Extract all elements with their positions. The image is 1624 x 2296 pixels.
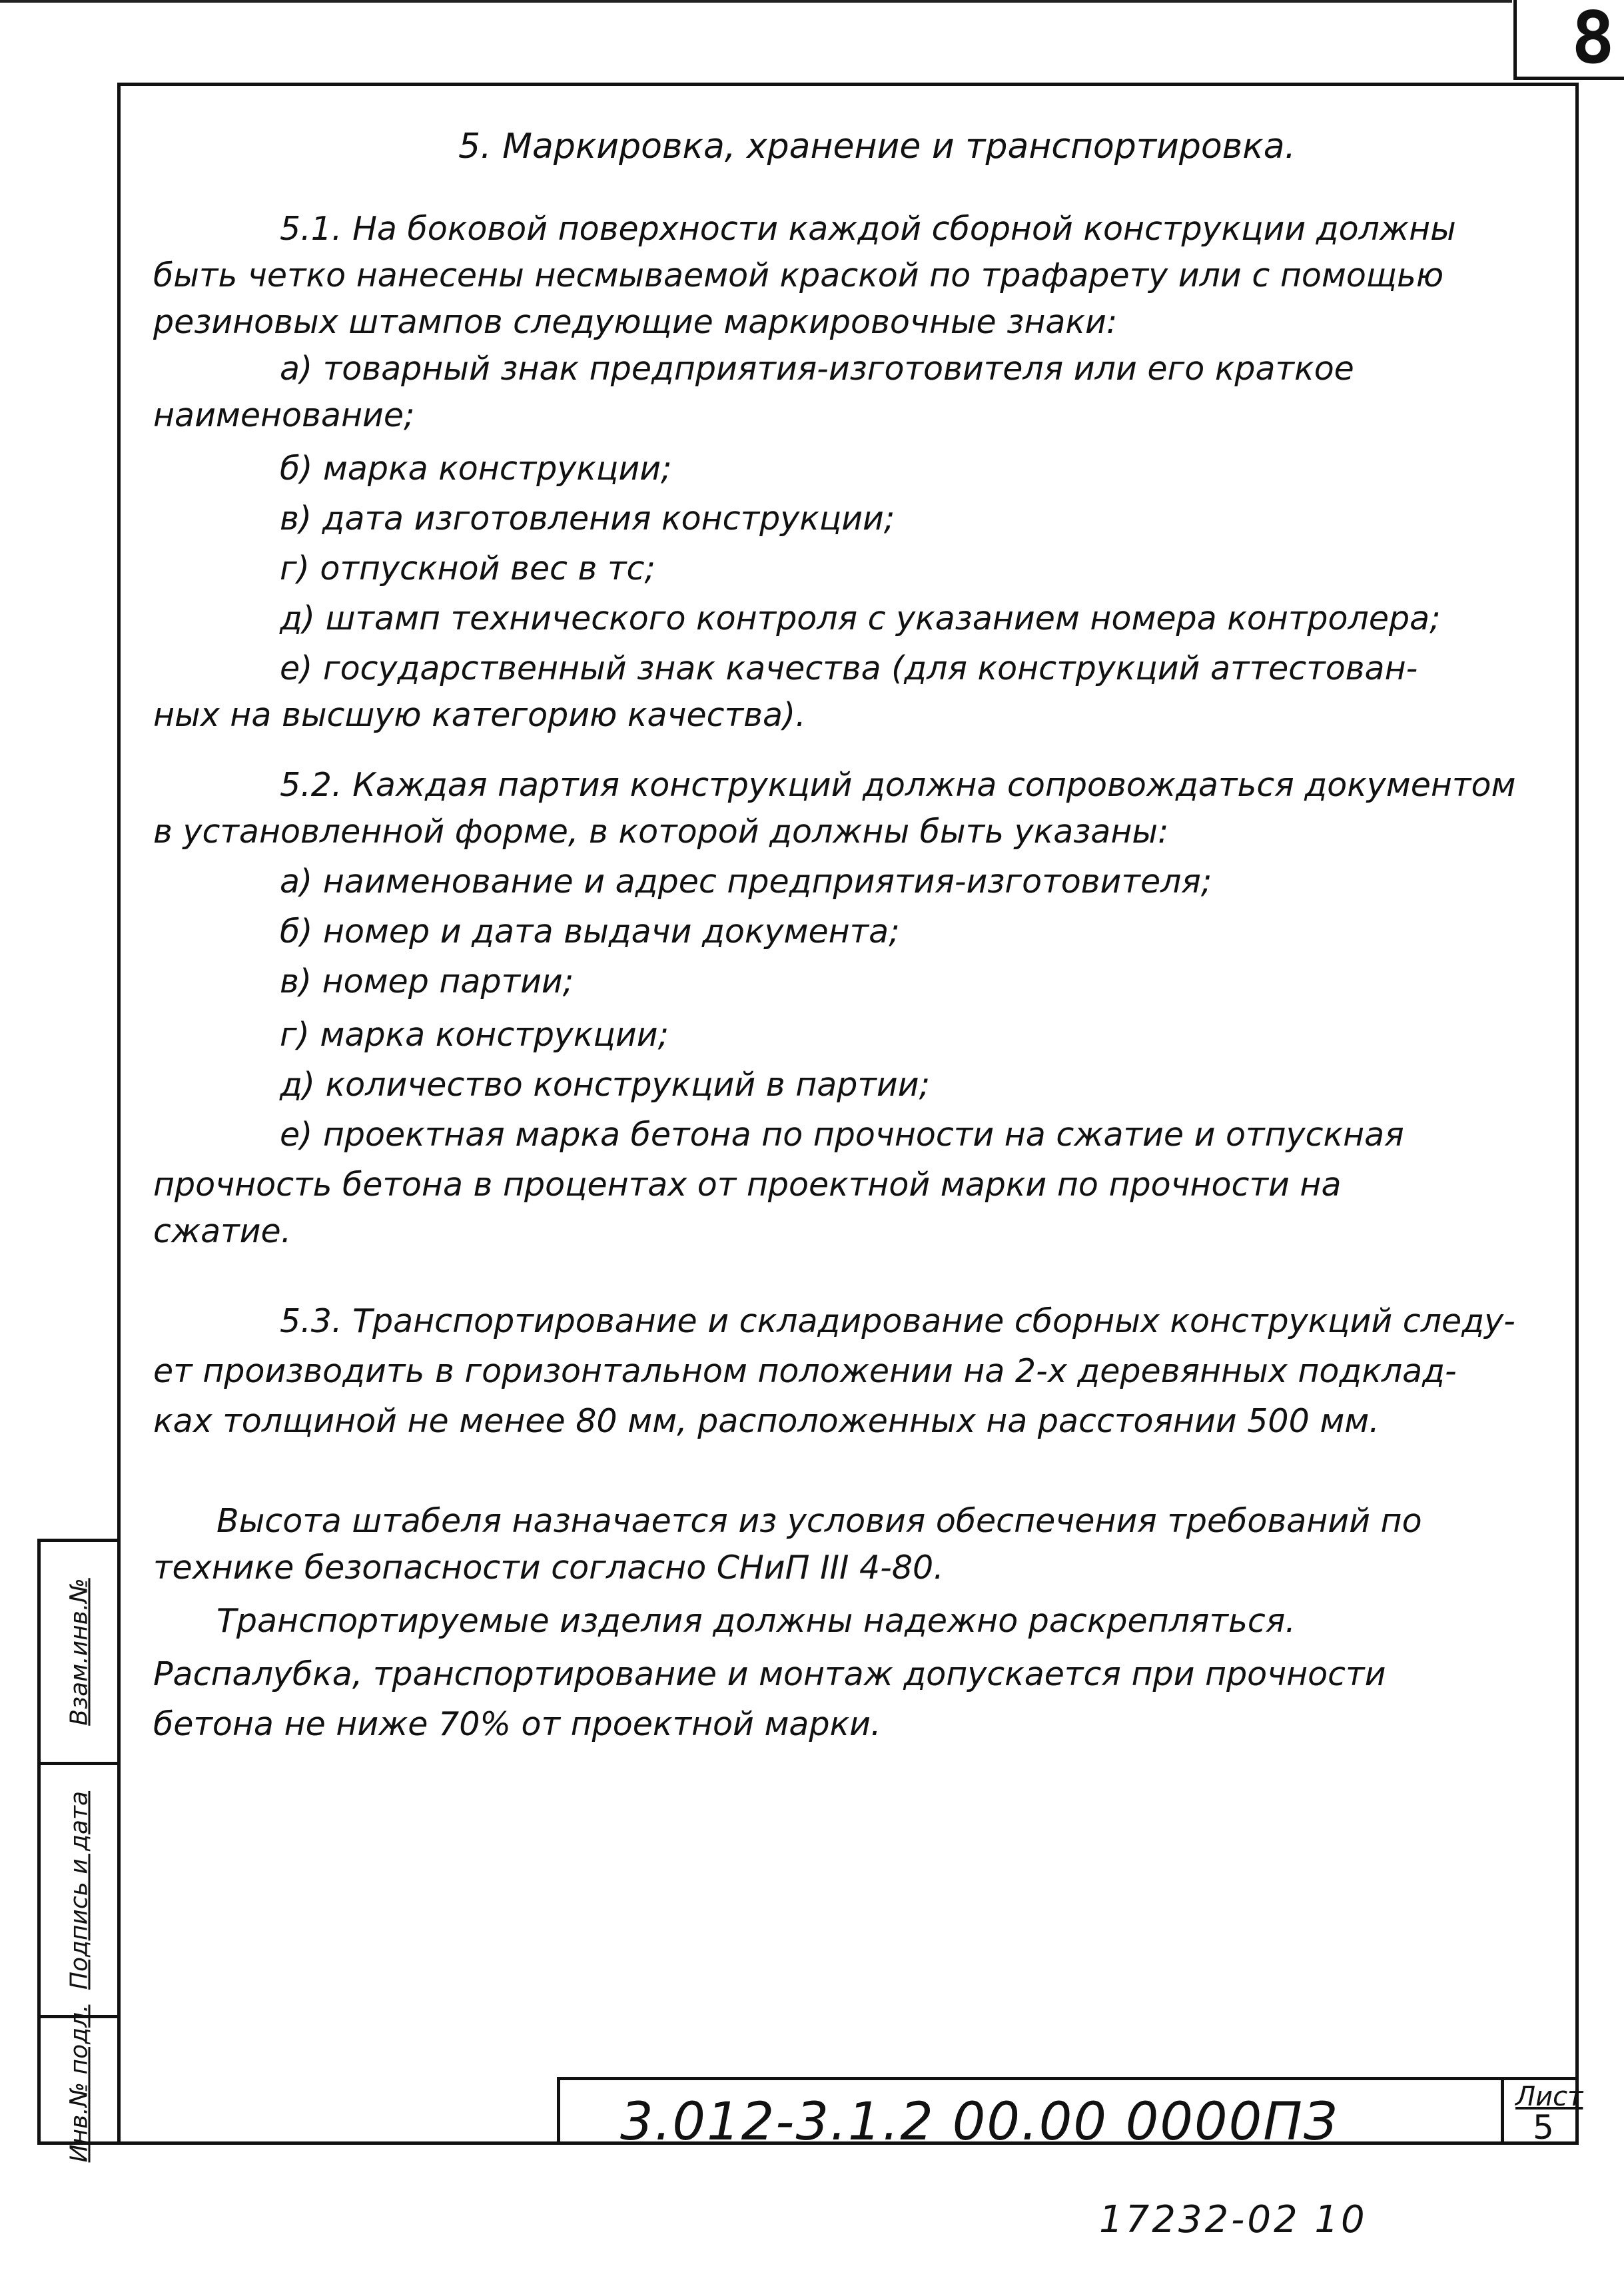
text-line: в установленной форме, в которой должны быть указаны:: [153, 813, 1169, 851]
text-line: бетона не ниже 70% от проектной марки.: [153, 1705, 881, 1743]
document-frame: [117, 83, 1579, 2145]
side-stamp: [37, 1539, 117, 2162]
text-line: б) номер и дата выдачи документа;: [280, 913, 900, 951]
text-line: технике безопасности согласно СНиП III 4-80.: [153, 1549, 944, 1587]
corner-mark-box: [1513, 0, 1624, 80]
corner-mark: 8: [1571, 0, 1615, 80]
document-code: 3.012-3.1.2 00.00 0000ПЗ: [620, 2092, 1338, 2152]
text-line: Транспортируемые изделия должны надежно раскрепляться.: [216, 1602, 1296, 1640]
text-line: резиновых штампов следующие маркировочные знаки:: [153, 303, 1118, 341]
section-heading: 5. Маркировка, хранение и транспортировка.: [458, 127, 1296, 167]
stamp-label-inv: Инв.№ подл.: [65, 2004, 93, 2162]
text-line: е) государственный знак качества (для конструкций аттестован-: [280, 649, 1418, 687]
top-border-line: [0, 0, 1512, 3]
text-line: г) марка конструкции;: [280, 1016, 669, 1054]
text-line: 5.3. Транспортирование и складирование сборных конструкций следу-: [280, 1302, 1515, 1340]
text-line: д) штамп технического контроля с указанием номера контролера;: [280, 599, 1441, 637]
text-line: 5.2. Каждая партия конструкций должна сопровождаться документом: [280, 766, 1516, 804]
text-line: д) количество конструкций в партии;: [280, 1066, 931, 1104]
sheet-number: 5: [1533, 2108, 1554, 2147]
text-line: Высота штабеля назначается из условия обеспечения требований по: [216, 1502, 1422, 1540]
stamp-cell-inv: [41, 2004, 117, 2162]
stamp-cell-vzam: [41, 1542, 117, 1762]
text-line: е) проектная марка бетона по прочности на сжатие и отпускная: [280, 1116, 1404, 1154]
text-line: сжатие.: [153, 1212, 292, 1250]
text-line: ных на высшую категорию качества).: [153, 696, 806, 734]
text-line: наименование;: [153, 396, 415, 434]
text-line: 5.1. На боковой поверхности каждой сборной конструкции должны: [280, 210, 1456, 248]
stamp-cell-podpis: [41, 1762, 117, 2015]
text-line: в) номер партии;: [280, 962, 574, 1000]
text-line: г) отпускной вес в тс;: [280, 550, 655, 587]
text-line: а) наименование и адрес предприятия-изготовителя;: [280, 863, 1212, 901]
title-block: [557, 2077, 1583, 2152]
title-block-separator: [1501, 2080, 1504, 2145]
text-line: Распалубка, транспортирование и монтаж допускается при прочности: [153, 1655, 1386, 1693]
text-line: ках толщиной не менее 80 мм, расположенных на расстоянии 500 мм.: [153, 1402, 1380, 1440]
archive-number: 17232-02 10: [1099, 2198, 1368, 2241]
stamp-label-podpis: Подпись и дата: [65, 1790, 93, 1990]
text-line: в) дата изготовления конструкции;: [280, 500, 895, 538]
text-line: ет производить в горизонтальном положении на 2-х деревянных подклад-: [153, 1352, 1457, 1390]
sheet-label: Лист: [1515, 2082, 1583, 2112]
text-line: б) марка конструкции;: [280, 450, 672, 488]
text-line: а) товарный знак предприятия-изготовителя или его краткое: [280, 350, 1354, 388]
text-line: быть четко нанесены несмываемой краской по трафарету или с помощью: [153, 256, 1444, 294]
stamp-label-vzam: Взам.инв.№: [65, 1578, 93, 1726]
text-line: прочность бетона в процентах от проектной марки по прочности на: [153, 1166, 1342, 1204]
